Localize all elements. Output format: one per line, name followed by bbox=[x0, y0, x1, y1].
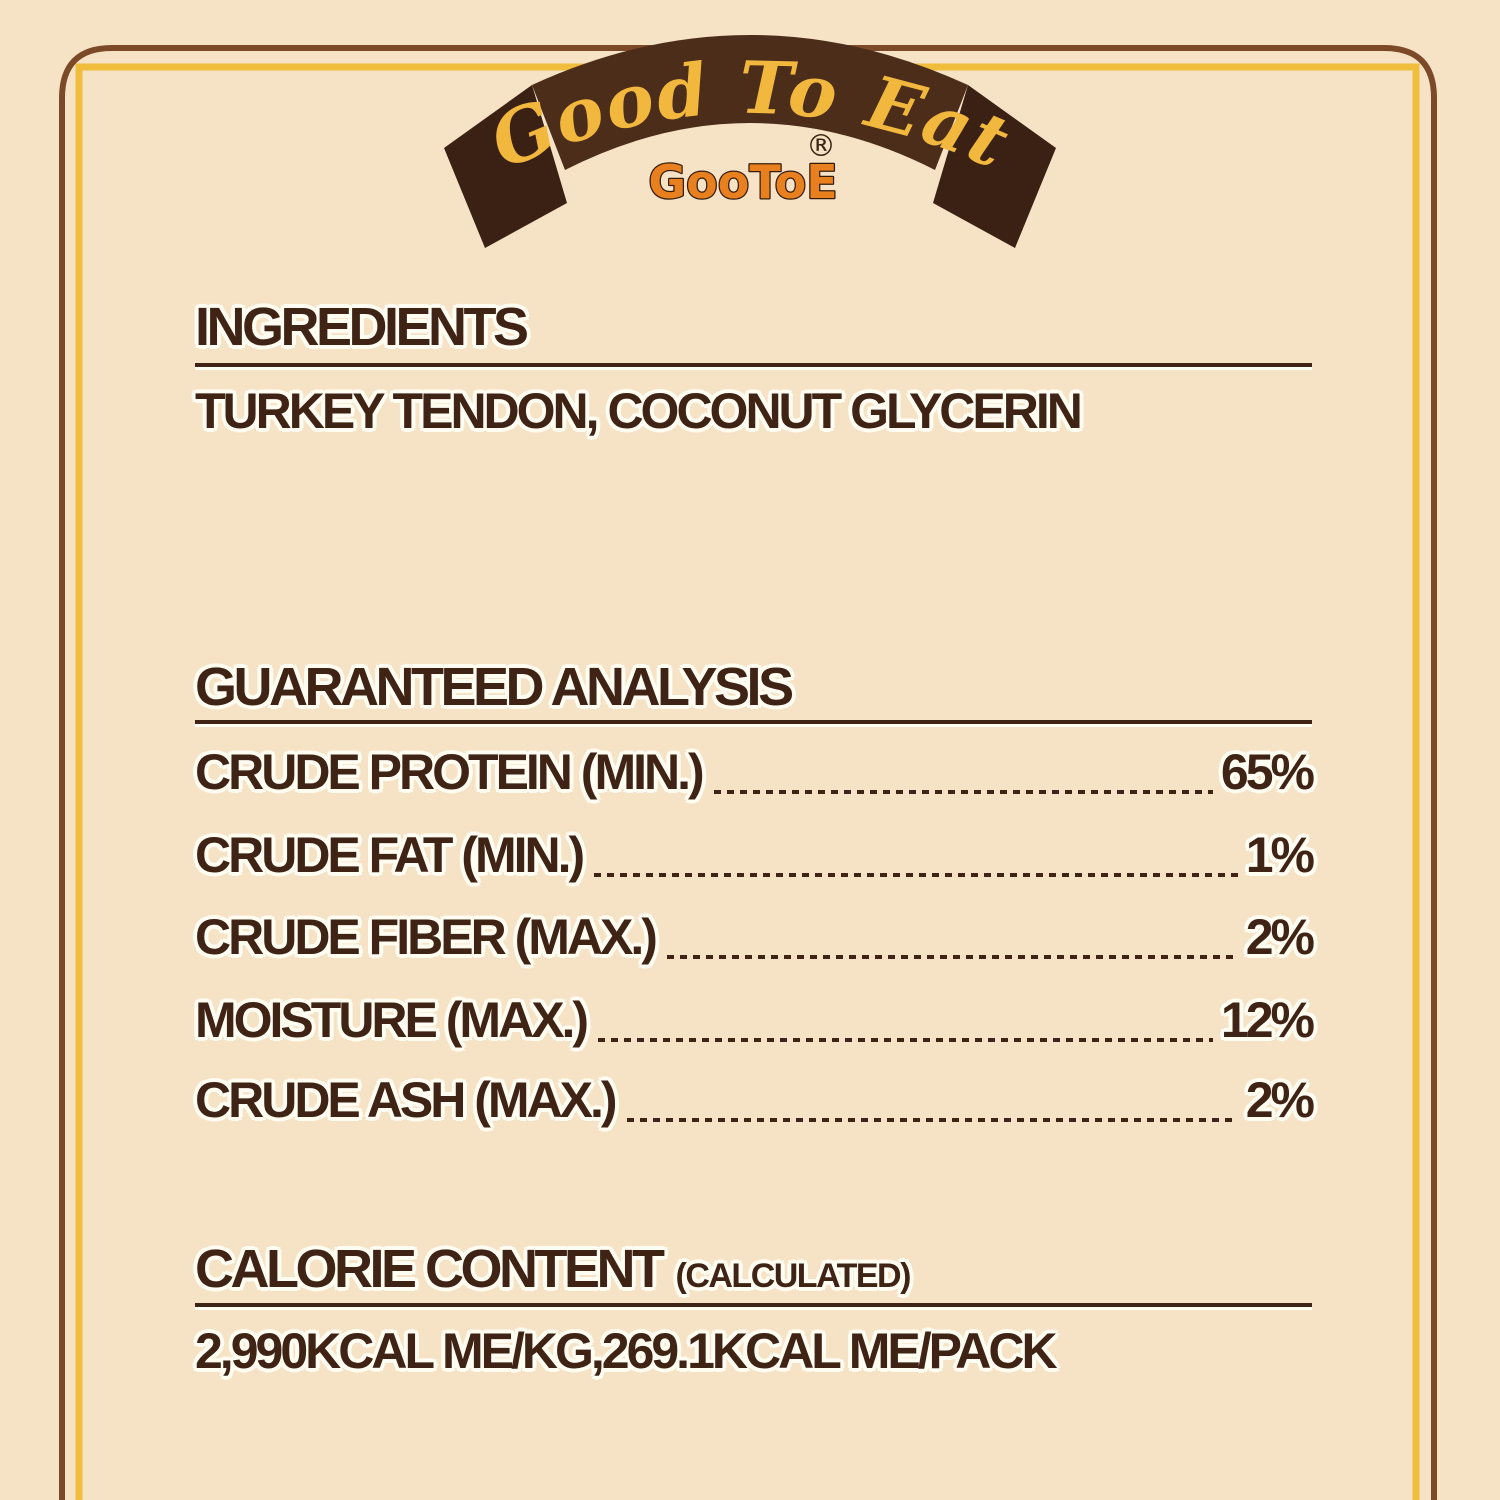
analysis-row-value: 1% bbox=[1245, 827, 1312, 883]
dotted-leader bbox=[627, 1118, 1238, 1122]
dotted-leader bbox=[598, 1038, 1213, 1042]
banner-script-text: Good To Eat bbox=[478, 44, 1023, 186]
ingredients-title-rule bbox=[195, 363, 1312, 367]
analysis-row-label: CRUDE FAT (MIN.) bbox=[195, 827, 583, 883]
calorie-section-title-line bbox=[195, 1240, 1312, 1299]
analysis-row-value: 65% bbox=[1220, 744, 1312, 800]
analysis-row-label: CRUDE PROTEIN (MIN.) bbox=[195, 744, 702, 800]
analysis-row-label: MOISTURE (MAX.) bbox=[195, 992, 587, 1048]
analysis-row-label: CRUDE ASH (MAX.) bbox=[195, 1072, 615, 1128]
calorie-section-title: CALORIE CONTENT bbox=[195, 1239, 662, 1299]
ingredients-list-text: TURKEY TENDON, COCONUT GLYCERIN bbox=[195, 383, 1080, 439]
calorie-section-subtitle: (CALCULATED) bbox=[675, 1257, 910, 1295]
analysis-row-moisture bbox=[195, 990, 1312, 1048]
analysis-row-crude-fat bbox=[195, 825, 1312, 883]
dotted-leader bbox=[667, 955, 1238, 959]
dotted-leader bbox=[714, 790, 1213, 794]
analysis-row-value: 2% bbox=[1245, 909, 1312, 965]
dotted-leader bbox=[594, 873, 1238, 877]
analysis-row-crude-protein bbox=[195, 742, 1312, 800]
calorie-title-rule bbox=[195, 1303, 1312, 1307]
analysis-row-crude-ash bbox=[195, 1070, 1312, 1128]
analysis-row-value: 12% bbox=[1220, 992, 1312, 1048]
analysis-row-crude-fiber bbox=[195, 907, 1312, 965]
ingredients-section-title: INGREDIENTS bbox=[195, 297, 526, 357]
calorie-content-text: 2,990KCAL ME/KG,269.1KCAL ME/PACK bbox=[195, 1323, 1055, 1379]
guaranteed-analysis-title-rule bbox=[195, 720, 1312, 724]
registered-trademark-icon: ® bbox=[806, 129, 836, 164]
guaranteed-analysis-section-title: GUARANTEED ANALYSIS bbox=[195, 657, 791, 717]
brand-logo-text: GooToE bbox=[648, 155, 838, 209]
analysis-row-value: 2% bbox=[1245, 1072, 1312, 1128]
analysis-row-label: CRUDE FIBER (MAX.) bbox=[195, 909, 655, 965]
